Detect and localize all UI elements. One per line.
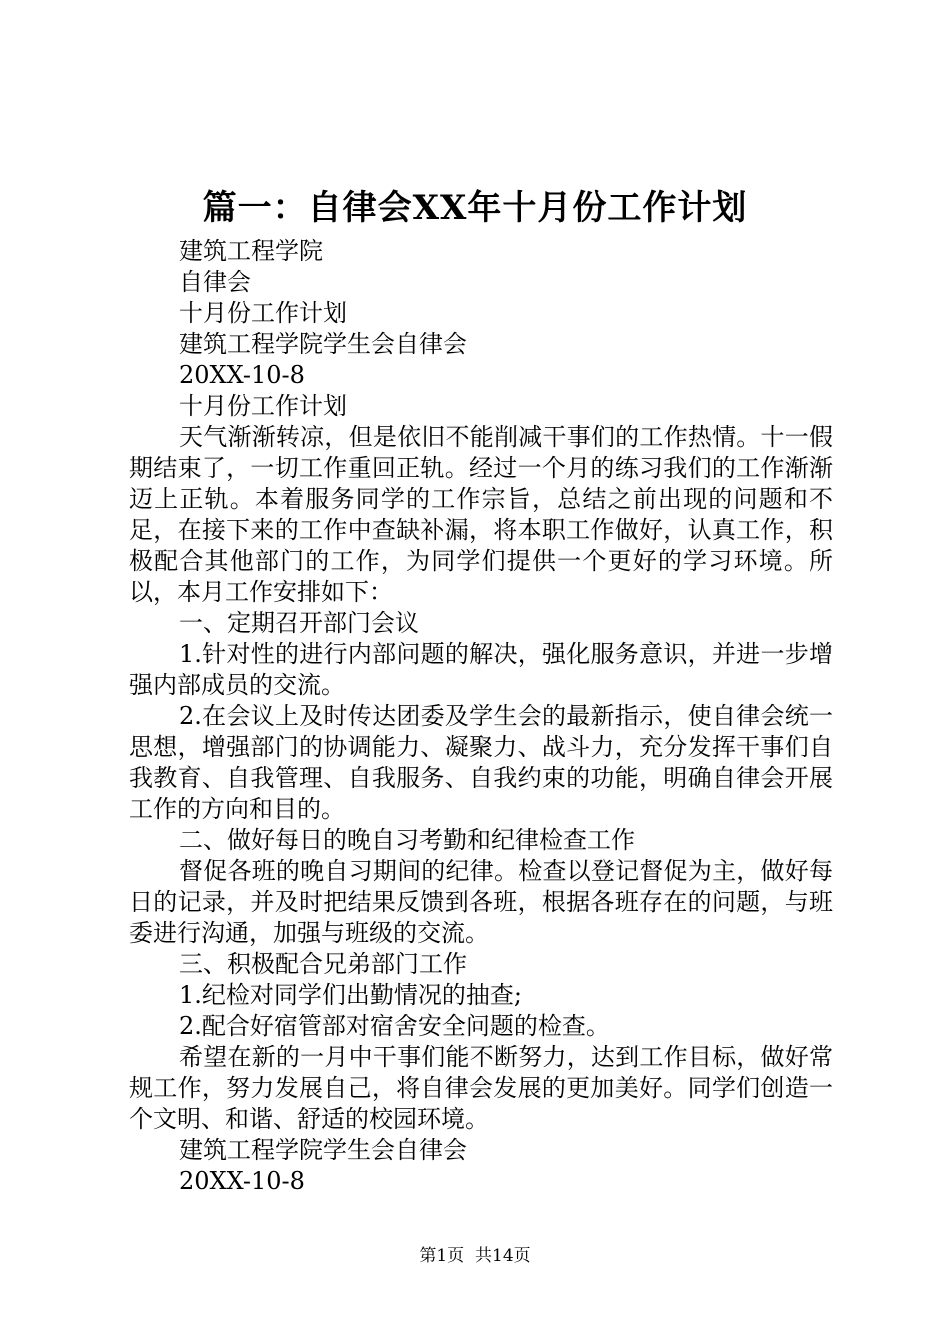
paragraph-date: 20XX-10-8 [179, 361, 305, 389]
paragraph-intro: 天气渐渐转凉，但是依旧不能削减干事们的工作热情。十一假期结束了，一切工作重回正轨。经过一个月的练习我们的工作渐渐迈上正轨。本着服务同学的工作宗旨，总结之前出现的问题和不足，在接下来的工作中查缺补漏，将本职工作做好，认真工作，积极配合其他部门的工作，为同学们提供一个更好的学习环境。所以，本月工作安排如下： [129, 423, 833, 606]
page-footer [0, 1244, 950, 1268]
paragraph-organization: 自律会 [179, 268, 251, 296]
paragraph-closing: 希望在新的一月中干事们能不断努力，达到工作目标，做好常规工作，努力发展自己，将自律会发展的更加美好。同学们创造一个文明、和谐、舒适的校园环境。 [129, 1043, 833, 1133]
section-heading-2: 二、做好每日的晚自习考勤和纪律检查工作 [179, 826, 635, 854]
paragraph-plan-subheading: 十月份工作计划 [179, 392, 347, 420]
paragraph-author: 建筑工程学院学生会自律会 [179, 330, 467, 358]
paragraph-item-1-2: 2.在会议上及时传达团委及学生会的最新指示，使自律会统一思想，增强部门的协调能力、凝聚力、战斗力，充分发挥干事们自我教育、自我管理、自我服务、自我约束的功能，明确自律会开展工作的方向和目的。 [129, 702, 833, 823]
document-body [129, 236, 833, 1197]
paragraph-item-1-1: 1.针对性的进行内部问题的解决，强化服务意识，并进一步增强内部成员的交流。 [129, 640, 833, 699]
document-title: 篇一：自律会XX年十月份工作计划 [202, 188, 748, 228]
section-heading-3: 三、积极配合兄弟部门工作 [179, 950, 467, 978]
section-heading-1: 一、定期召开部门会议 [179, 609, 419, 637]
paragraph-signature: 建筑工程学院学生会自律会 [179, 1136, 467, 1164]
paragraph-item-3-1: 1.纪检对同学们出勤情况的抽查; [179, 981, 522, 1009]
page-total: 共14页 [475, 1246, 531, 1266]
paragraph-school: 建筑工程学院 [179, 237, 323, 265]
paragraph-item-3-2: 2.配合好宿管部对宿舍安全问题的检查。 [179, 1012, 610, 1040]
paragraph-plan-heading: 十月份工作计划 [179, 299, 347, 327]
page-number: 第1页 [419, 1246, 465, 1266]
paragraph-section-2: 督促各班的晚自习期间的纪律。检查以登记督促为主，做好每日的记录，并及时把结果反馈到各班，根据各班存在的问题，与班委进行沟通，加强与班级的交流。 [129, 857, 833, 947]
paragraph-signature-date: 20XX-10-8 [179, 1167, 305, 1195]
